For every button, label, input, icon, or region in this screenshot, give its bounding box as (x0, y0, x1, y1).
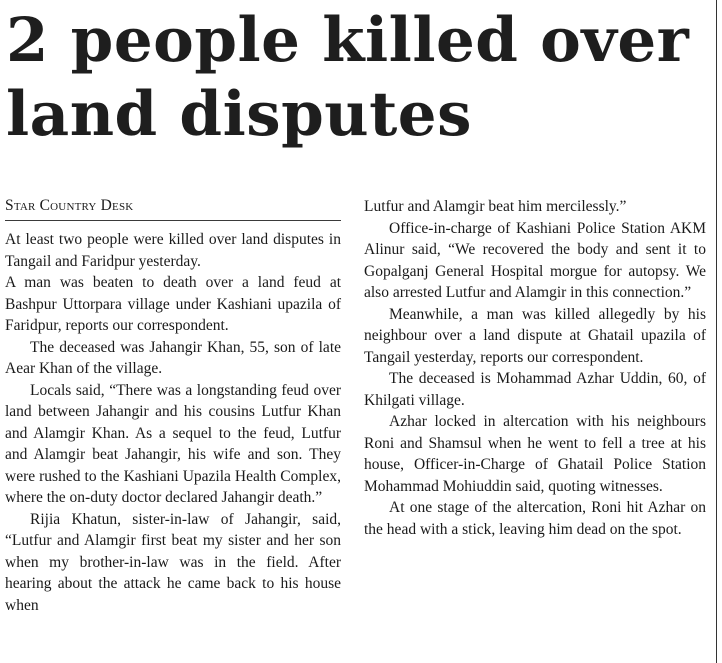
paragraph-intro: At least two people were killed over land disputes in Tangail and Faridpur yesterday. (5, 231, 341, 270)
paragraph-continuation: Lutfur and Alamgir beat him mercilessly.” (364, 198, 627, 215)
byline-underline (5, 220, 341, 221)
paragraph-deceased-jahangir: The deceased was Jahangir Khan, 55, son of late Aear Khan of the village. (5, 338, 341, 377)
headline-line-1: 2 people killed over (6, 5, 690, 76)
paragraph-altercation: Azhar locked in altercation with his neighbours Roni and Shamsul when he went to fell a tree at his house, Officer-in-Charge of Ghatail Police Station Mohammad Mohiuddin said, quoting witnesses. (364, 413, 706, 495)
paragraph-rijia-quote: Rijia Khatun, sister-in-law of Jahangir, said, “Lutfur and Alamgir first beat my sister and her son when my brother-in-law was in the field. After hearing about the attack he came back to his house when (5, 510, 341, 614)
paragraph-tangail-incident: Meanwhile, a man was killed allegedly by his neighbour over a land dispute at Ghatail upazila of Tangail yesterday, reports our correspondent. (364, 305, 706, 366)
headline (6, 4, 710, 152)
paragraph-deceased-azhar: The deceased is Mohammad Azhar Uddin, 60, of Khilgati village. (364, 370, 706, 409)
article-column-2 (364, 196, 706, 540)
column-divider-rule (716, 0, 717, 663)
paragraph-police-statement: Office-in-charge of Kashiani Police Station AKM Alinur said, “We recovered the body and sent it to Gopalganj General Hospital morgue for autopsy. We also arrested Lutfur and Alamgir in this connection.” (364, 219, 706, 301)
byline: Star Country Desk (5, 197, 134, 214)
paragraph-faridpur-incident: A man was beaten to death over a land feud at Bashpur Uttorpara village under Kashiani upazila of Faridpur, reports our correspondent. (5, 274, 341, 334)
paragraph-stick-attack: At one stage of the altercation, Roni hit Azhar on the head with a stick, leaving him dead on the spot. (364, 499, 706, 538)
paragraph-locals-quote: Locals said, “There was a longstanding feud over land between Jahangir and his cousins Lutfur Khan and Alamgir Khan. As a sequel to the feud, Lutfur and Alamgir beat Jahangir, his wife and son. They were rushed to the Kashiani Upazila Health Complex, where the on-duty doctor declared Jahangir death.” (5, 381, 341, 506)
article-column-1 (5, 229, 341, 616)
headline-line-2: land disputes (6, 79, 472, 150)
